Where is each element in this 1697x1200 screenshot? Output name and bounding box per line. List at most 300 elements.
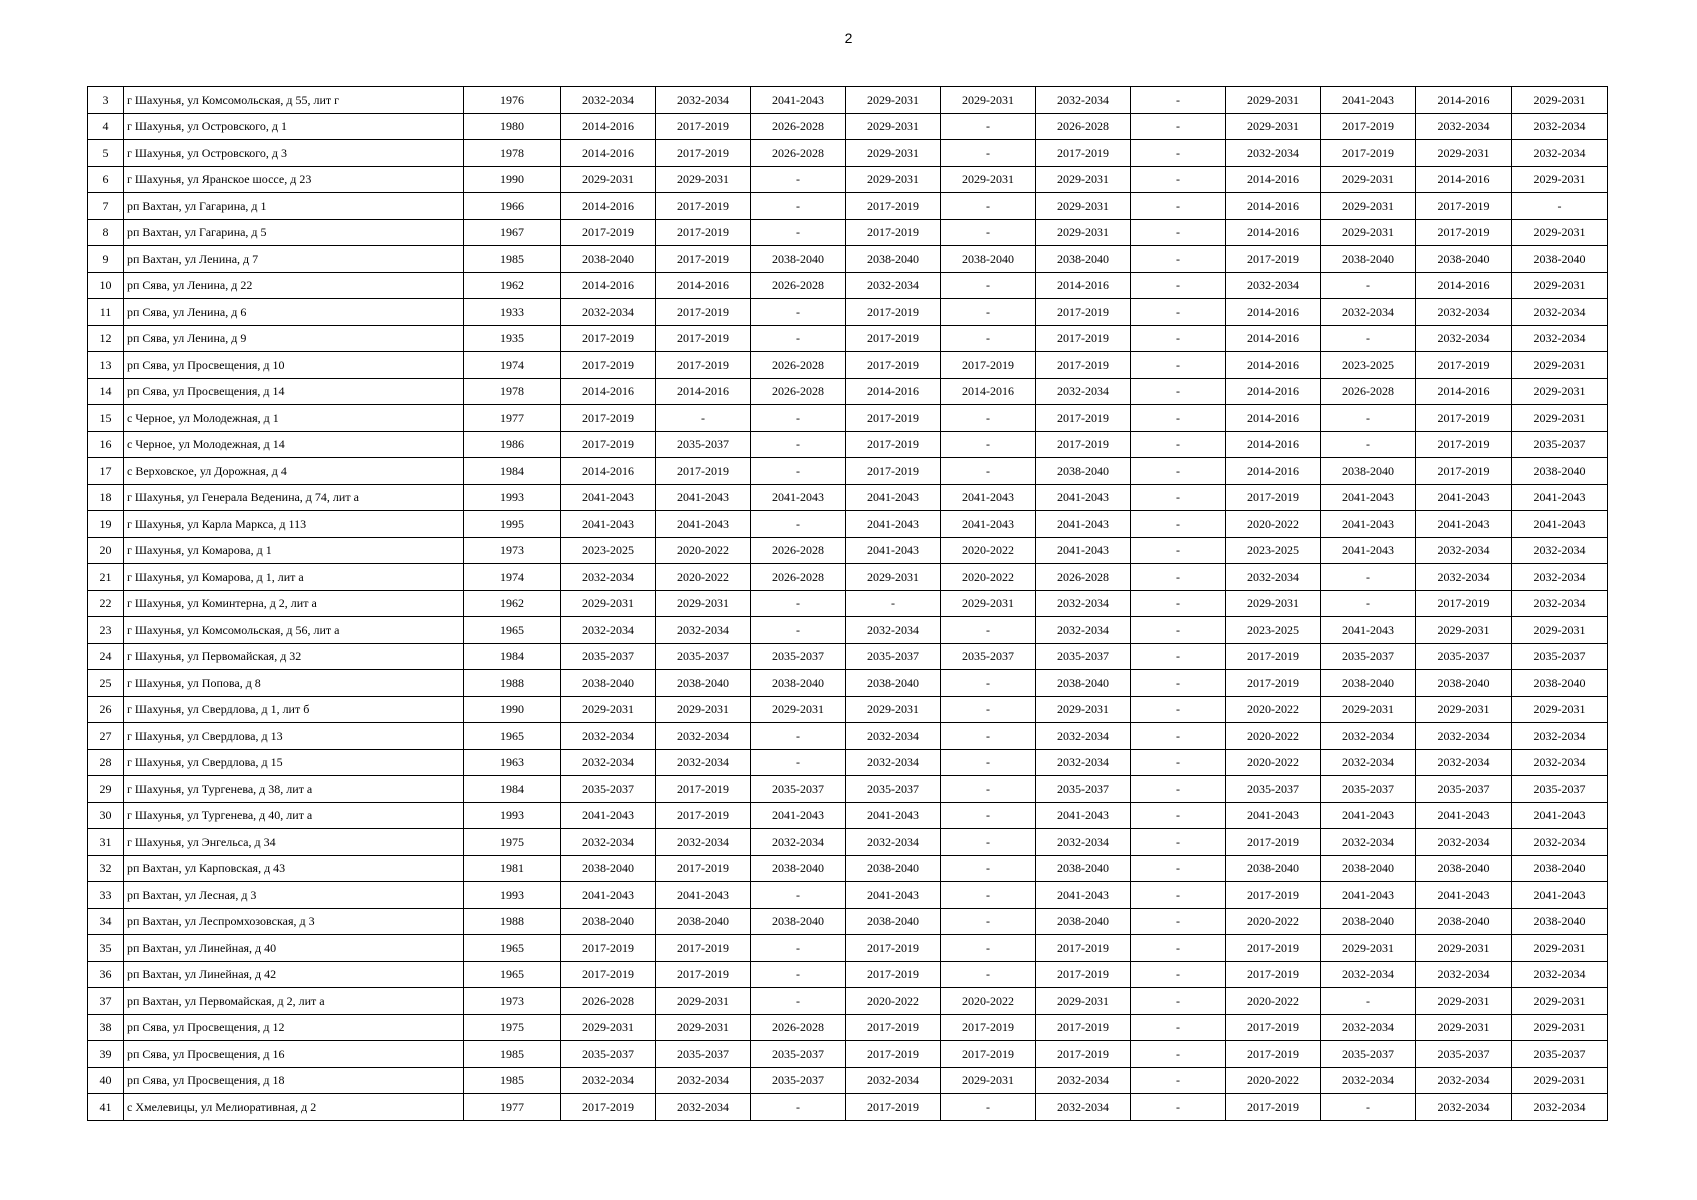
address-cell: г Шахунья, ул Генерала Веденина, д 74, лит а [124, 484, 464, 511]
repair-period-cell: 2017-2019 [1226, 246, 1321, 273]
address-cell: рп Вахтан, ул Гагарина, д 5 [124, 219, 464, 246]
address-cell: рп Сява, ул Просвещения, д 12 [124, 1014, 464, 1041]
row-number-cell: 15 [88, 405, 124, 432]
repair-period-cell: 2035-2037 [1416, 1041, 1512, 1068]
repair-period-cell: 2029-2031 [751, 696, 846, 723]
repair-period-cell: - [941, 855, 1036, 882]
repair-period-cell: 2032-2034 [1512, 299, 1608, 326]
repair-period-cell: 2017-2019 [1036, 431, 1131, 458]
year-built-cell: 1985 [464, 1041, 561, 1068]
table-row [88, 564, 1608, 591]
table-row [88, 378, 1608, 405]
repair-period-cell: 2017-2019 [1226, 670, 1321, 697]
repair-period-cell: 2017-2019 [1036, 140, 1131, 167]
repair-period-cell: 2017-2019 [846, 405, 941, 432]
address-cell: рп Вахтан, ул Карповская, д 43 [124, 855, 464, 882]
repair-period-cell: 2020-2022 [1226, 749, 1321, 776]
repair-period-cell: 2032-2034 [656, 617, 751, 644]
repair-period-cell: 2020-2022 [656, 537, 751, 564]
repair-period-cell: - [1131, 988, 1226, 1015]
repair-period-cell: 2014-2016 [1226, 299, 1321, 326]
table-row [88, 405, 1608, 432]
row-number-cell: 37 [88, 988, 124, 1015]
repair-period-cell: 2038-2040 [1416, 855, 1512, 882]
repair-period-cell: 2017-2019 [656, 935, 751, 962]
repair-period-cell: 2035-2037 [751, 643, 846, 670]
repair-period-cell: 2029-2031 [1512, 405, 1608, 432]
year-built-cell: 1981 [464, 855, 561, 882]
repair-period-cell: 2017-2019 [1036, 961, 1131, 988]
repair-period-cell: 2026-2028 [751, 140, 846, 167]
repair-period-cell: 2029-2031 [1512, 87, 1608, 114]
table-row [88, 484, 1608, 511]
address-cell: с Хмелевицы, ул Мелиоративная, д 2 [124, 1094, 464, 1121]
repair-period-cell: - [941, 405, 1036, 432]
repair-period-cell: - [751, 219, 846, 246]
repair-period-cell: - [1131, 882, 1226, 909]
repair-period-cell: - [1131, 1094, 1226, 1121]
repair-period-cell: - [846, 590, 941, 617]
repair-period-cell: 2041-2043 [846, 882, 941, 909]
repair-period-cell: 2029-2031 [1512, 219, 1608, 246]
repair-period-cell: 2032-2034 [1036, 87, 1131, 114]
repair-period-cell: 2017-2019 [561, 325, 656, 352]
repair-period-cell: - [1131, 1014, 1226, 1041]
repair-period-cell: 2029-2031 [1512, 988, 1608, 1015]
repair-period-cell: 2038-2040 [846, 670, 941, 697]
repair-period-cell: 2032-2034 [1416, 1094, 1512, 1121]
repair-period-cell: 2032-2034 [561, 299, 656, 326]
repair-period-cell: 2017-2019 [1416, 405, 1512, 432]
repair-period-cell: 2032-2034 [561, 749, 656, 776]
repair-period-cell: 2017-2019 [1226, 1094, 1321, 1121]
repair-period-cell: 2041-2043 [1321, 484, 1416, 511]
repair-period-cell: 2014-2016 [1226, 378, 1321, 405]
repair-period-cell: 2017-2019 [846, 1014, 941, 1041]
row-number-cell: 35 [88, 935, 124, 962]
repair-period-cell: 2038-2040 [1321, 246, 1416, 273]
repair-period-cell: 2032-2034 [1416, 113, 1512, 140]
address-cell: с Черное, ул Молодежная, д 1 [124, 405, 464, 432]
repair-period-cell: 2038-2040 [1512, 670, 1608, 697]
repair-period-cell: 2038-2040 [1036, 246, 1131, 273]
repair-period-cell: - [941, 299, 1036, 326]
repair-period-cell: 2017-2019 [941, 352, 1036, 379]
table-row [88, 617, 1608, 644]
repair-period-cell: - [751, 961, 846, 988]
repair-period-cell: 2032-2034 [1321, 1067, 1416, 1094]
address-cell: рп Сява, ул Ленина, д 6 [124, 299, 464, 326]
address-cell: г Шахунья, ул Попова, д 8 [124, 670, 464, 697]
repair-period-cell: 2014-2016 [1416, 378, 1512, 405]
repair-period-cell: 2035-2037 [656, 1041, 751, 1068]
repair-period-cell: - [941, 961, 1036, 988]
repair-period-cell: 2041-2043 [1036, 537, 1131, 564]
address-cell: г Шахунья, ул Островского, д 1 [124, 113, 464, 140]
repair-period-cell: 2029-2031 [941, 87, 1036, 114]
repair-period-cell: 2038-2040 [561, 670, 656, 697]
repair-period-cell: - [941, 670, 1036, 697]
repair-period-cell: 2032-2034 [561, 87, 656, 114]
repair-period-cell: 2041-2043 [1321, 537, 1416, 564]
repair-period-cell: 2038-2040 [1512, 458, 1608, 485]
repair-period-cell: 2014-2016 [656, 272, 751, 299]
table-row [88, 882, 1608, 909]
repair-period-cell: 2035-2037 [561, 1041, 656, 1068]
repair-period-cell: 2041-2043 [1416, 882, 1512, 909]
repair-period-cell: 2032-2034 [1416, 299, 1512, 326]
year-built-cell: 1984 [464, 458, 561, 485]
table-row [88, 352, 1608, 379]
repair-period-cell: 2014-2016 [561, 140, 656, 167]
repair-period-cell: 2032-2034 [656, 87, 751, 114]
repair-period-cell: 2017-2019 [1226, 1014, 1321, 1041]
repair-period-cell: 2017-2019 [656, 219, 751, 246]
repair-period-cell: - [751, 1094, 846, 1121]
row-number-cell: 17 [88, 458, 124, 485]
repair-period-cell: 2017-2019 [1226, 882, 1321, 909]
repair-period-cell: 2041-2043 [751, 484, 846, 511]
repair-period-cell: 2032-2034 [656, 1094, 751, 1121]
repair-period-cell: - [751, 299, 846, 326]
table-row [88, 749, 1608, 776]
repair-period-cell: 2032-2034 [1512, 325, 1608, 352]
repair-period-cell: - [751, 723, 846, 750]
repair-period-cell: 2041-2043 [656, 511, 751, 538]
repair-period-cell: 2032-2034 [656, 1067, 751, 1094]
repair-period-cell: 2029-2031 [846, 166, 941, 193]
table-row [88, 802, 1608, 829]
repair-period-cell: 2017-2019 [656, 776, 751, 803]
repair-period-cell: - [1321, 988, 1416, 1015]
repair-period-cell: 2032-2034 [1036, 1094, 1131, 1121]
repair-period-cell: 2029-2031 [656, 988, 751, 1015]
repair-period-cell: 2029-2031 [1036, 193, 1131, 220]
repair-period-cell: 2029-2031 [561, 1014, 656, 1041]
repair-period-cell: 2041-2043 [1321, 882, 1416, 909]
repair-period-cell: 2014-2016 [1226, 166, 1321, 193]
repair-period-cell: 2041-2043 [751, 802, 846, 829]
repair-period-cell: 2029-2031 [1416, 988, 1512, 1015]
repair-period-cell: 2032-2034 [1416, 723, 1512, 750]
repair-period-cell: 2041-2043 [1036, 882, 1131, 909]
repair-period-cell: 2029-2031 [1321, 193, 1416, 220]
row-number-cell: 16 [88, 431, 124, 458]
repair-period-cell: 2032-2034 [846, 617, 941, 644]
repair-period-cell: 2017-2019 [1036, 1014, 1131, 1041]
table-row [88, 961, 1608, 988]
repair-period-cell: 2017-2019 [561, 961, 656, 988]
address-cell: г Шахунья, ул Карла Маркса, д 113 [124, 511, 464, 538]
repair-period-cell: - [751, 590, 846, 617]
repair-period-cell: 2017-2019 [1321, 113, 1416, 140]
repair-period-cell: 2035-2037 [846, 643, 941, 670]
repair-period-cell: - [941, 458, 1036, 485]
row-number-cell: 39 [88, 1041, 124, 1068]
repair-period-cell: 2041-2043 [846, 802, 941, 829]
repair-period-cell: 2041-2043 [751, 87, 846, 114]
repair-period-cell: 2032-2034 [1416, 829, 1512, 856]
address-cell: рп Вахтан, ул Леспромхозовская, д 3 [124, 908, 464, 935]
table-row [88, 1094, 1608, 1121]
repair-period-cell: 2029-2031 [1512, 617, 1608, 644]
row-number-cell: 4 [88, 113, 124, 140]
table-row [88, 670, 1608, 697]
repair-period-cell: 2038-2040 [1416, 908, 1512, 935]
repair-period-cell: - [1131, 749, 1226, 776]
repair-period-cell: - [941, 140, 1036, 167]
repair-period-cell: - [1321, 325, 1416, 352]
row-number-cell: 7 [88, 193, 124, 220]
repair-period-cell: - [1131, 564, 1226, 591]
repair-period-cell: 2014-2016 [1416, 87, 1512, 114]
table-body [88, 87, 1608, 1121]
repair-period-cell: 2017-2019 [561, 431, 656, 458]
repair-period-cell: 2026-2028 [1036, 113, 1131, 140]
repair-period-cell: 2029-2031 [656, 166, 751, 193]
repair-period-cell: 2017-2019 [1036, 299, 1131, 326]
table-row [88, 166, 1608, 193]
repair-period-cell: 2032-2034 [1416, 749, 1512, 776]
repair-period-cell: 2041-2043 [656, 484, 751, 511]
repair-period-cell: 2041-2043 [941, 511, 1036, 538]
repair-period-cell: 2014-2016 [561, 378, 656, 405]
year-built-cell: 1962 [464, 590, 561, 617]
repair-period-cell: 2035-2037 [1416, 643, 1512, 670]
repair-period-cell: 2014-2016 [561, 458, 656, 485]
repair-period-cell: 2017-2019 [941, 1014, 1036, 1041]
repair-period-cell: - [751, 193, 846, 220]
repair-period-cell: 2029-2031 [1512, 378, 1608, 405]
repair-period-cell: 2032-2034 [1321, 299, 1416, 326]
row-number-cell: 5 [88, 140, 124, 167]
repair-period-cell: 2029-2031 [561, 696, 656, 723]
address-cell: г Шахунья, ул Яранское шоссе, д 23 [124, 166, 464, 193]
repair-period-cell: 2041-2043 [561, 802, 656, 829]
repair-period-cell: - [941, 113, 1036, 140]
repair-period-cell: 2041-2043 [1321, 617, 1416, 644]
repair-period-cell: 2020-2022 [846, 988, 941, 1015]
repair-period-cell: 2032-2034 [561, 564, 656, 591]
address-cell: рп Вахтан, ул Лесная, д 3 [124, 882, 464, 909]
repair-period-cell: 2029-2031 [846, 87, 941, 114]
row-number-cell: 41 [88, 1094, 124, 1121]
table-row [88, 723, 1608, 750]
repair-period-cell: 2029-2031 [941, 590, 1036, 617]
repair-period-cell: - [941, 617, 1036, 644]
repair-period-cell: 2014-2016 [1226, 325, 1321, 352]
repair-period-cell: 2032-2034 [1036, 590, 1131, 617]
repair-period-cell: 2020-2022 [1226, 988, 1321, 1015]
year-built-cell: 1993 [464, 882, 561, 909]
address-cell: г Шахунья, ул Первомайская, д 32 [124, 643, 464, 670]
address-cell: г Шахунья, ул Тургенева, д 40, лит а [124, 802, 464, 829]
year-built-cell: 1988 [464, 670, 561, 697]
repair-period-cell: 2035-2037 [1512, 776, 1608, 803]
repair-period-cell: 2035-2037 [751, 1067, 846, 1094]
repair-period-cell: 2041-2043 [561, 511, 656, 538]
page-number: 2 [844, 30, 853, 46]
address-cell: г Шахунья, ул Комарова, д 1, лит а [124, 564, 464, 591]
repair-period-cell: 2029-2031 [1512, 166, 1608, 193]
repair-period-cell: 2023-2025 [561, 537, 656, 564]
repair-period-cell: 2032-2034 [1512, 829, 1608, 856]
year-built-cell: 1990 [464, 166, 561, 193]
row-number-cell: 30 [88, 802, 124, 829]
repair-period-cell: - [1131, 246, 1226, 273]
repair-period-cell: 2029-2031 [1416, 935, 1512, 962]
row-number-cell: 9 [88, 246, 124, 273]
row-number-cell: 14 [88, 378, 124, 405]
repair-period-cell: 2029-2031 [941, 1067, 1036, 1094]
repair-period-cell: 2032-2034 [561, 1067, 656, 1094]
year-built-cell: 1986 [464, 431, 561, 458]
year-built-cell: 1993 [464, 484, 561, 511]
repair-period-cell: - [751, 325, 846, 352]
row-number-cell: 40 [88, 1067, 124, 1094]
repair-period-cell: 2038-2040 [846, 855, 941, 882]
address-cell: г Шахунья, ул Комсомольская, д 55, лит г [124, 87, 464, 114]
repair-period-cell: 2041-2043 [1416, 511, 1512, 538]
repair-period-cell: 2038-2040 [1321, 908, 1416, 935]
repair-period-cell: 2041-2043 [1321, 511, 1416, 538]
repair-period-cell: - [1131, 590, 1226, 617]
repair-period-cell: - [1131, 511, 1226, 538]
repair-period-cell: 2038-2040 [846, 246, 941, 273]
repair-period-cell: - [1131, 802, 1226, 829]
repair-period-cell: 2029-2031 [1036, 696, 1131, 723]
repair-period-cell: 2038-2040 [1321, 855, 1416, 882]
repair-period-cell: 2017-2019 [846, 1041, 941, 1068]
address-cell: г Шахунья, ул Тургенева, д 38, лит а [124, 776, 464, 803]
table-row [88, 643, 1608, 670]
year-built-cell: 1962 [464, 272, 561, 299]
repair-period-cell: - [941, 908, 1036, 935]
table-row [88, 1041, 1608, 1068]
year-built-cell: 1973 [464, 988, 561, 1015]
address-cell: рп Вахтан, ул Линейная, д 42 [124, 961, 464, 988]
repair-period-cell: 2032-2034 [846, 272, 941, 299]
repair-period-cell: 2023-2025 [1226, 617, 1321, 644]
year-built-cell: 1995 [464, 511, 561, 538]
year-built-cell: 1974 [464, 564, 561, 591]
repair-period-cell: 2041-2043 [1321, 87, 1416, 114]
table-row [88, 1014, 1608, 1041]
repair-period-cell: 2035-2037 [1512, 431, 1608, 458]
repair-period-cell: 2017-2019 [1226, 1041, 1321, 1068]
repair-period-cell: - [1131, 405, 1226, 432]
repair-period-cell: 2026-2028 [751, 537, 846, 564]
repair-period-cell: 2032-2034 [561, 829, 656, 856]
repair-period-cell: - [941, 723, 1036, 750]
repair-period-cell: - [941, 749, 1036, 776]
repair-period-cell: - [1131, 643, 1226, 670]
repair-period-cell: 2032-2034 [1512, 961, 1608, 988]
repair-period-cell: 2017-2019 [1321, 140, 1416, 167]
row-number-cell: 19 [88, 511, 124, 538]
year-built-cell: 1974 [464, 352, 561, 379]
repair-period-cell: - [1131, 961, 1226, 988]
repair-period-cell: - [941, 1094, 1036, 1121]
repair-period-cell: - [1131, 166, 1226, 193]
repair-period-cell: - [1321, 272, 1416, 299]
repair-period-cell: 2029-2031 [656, 696, 751, 723]
repair-period-cell: 2032-2034 [751, 829, 846, 856]
repair-period-cell: 2023-2025 [1321, 352, 1416, 379]
table-row [88, 272, 1608, 299]
repair-period-cell: 2029-2031 [561, 166, 656, 193]
repair-period-cell: - [1131, 617, 1226, 644]
repair-period-cell: 2026-2028 [1036, 564, 1131, 591]
repair-period-cell: 2032-2034 [1416, 961, 1512, 988]
repair-period-cell: - [751, 166, 846, 193]
row-number-cell: 34 [88, 908, 124, 935]
address-cell: г Шахунья, ул Комсомольская, д 56, лит а [124, 617, 464, 644]
repair-period-cell: 2041-2043 [846, 484, 941, 511]
repair-period-cell: 2017-2019 [656, 855, 751, 882]
year-built-cell: 1985 [464, 1067, 561, 1094]
repair-period-cell: 2017-2019 [656, 113, 751, 140]
table-row [88, 325, 1608, 352]
repair-period-cell: 2032-2034 [561, 617, 656, 644]
repair-period-cell: 2014-2016 [941, 378, 1036, 405]
repair-period-cell: 2041-2043 [561, 882, 656, 909]
repair-period-cell: - [1131, 325, 1226, 352]
repair-period-cell: 2032-2034 [1512, 564, 1608, 591]
repair-period-cell: 2017-2019 [846, 352, 941, 379]
repair-period-cell: 2020-2022 [1226, 723, 1321, 750]
repair-period-cell: 2032-2034 [1226, 140, 1321, 167]
table-row [88, 511, 1608, 538]
repair-period-cell: 2035-2037 [1321, 776, 1416, 803]
address-cell: г Шахунья, ул Комарова, д 1 [124, 537, 464, 564]
repair-period-cell: 2032-2034 [1512, 723, 1608, 750]
repair-period-cell: 2017-2019 [656, 458, 751, 485]
repair-period-cell: 2017-2019 [1416, 458, 1512, 485]
repair-period-cell: 2038-2040 [751, 246, 846, 273]
row-number-cell: 38 [88, 1014, 124, 1041]
repair-period-cell: - [656, 405, 751, 432]
repair-period-cell: 2035-2037 [656, 643, 751, 670]
repair-period-cell: - [941, 193, 1036, 220]
repair-period-cell: 2032-2034 [846, 749, 941, 776]
repair-period-cell: 2032-2034 [1036, 829, 1131, 856]
repair-period-cell: - [1131, 855, 1226, 882]
repair-period-cell: 2032-2034 [1036, 1067, 1131, 1094]
repair-period-cell: - [941, 882, 1036, 909]
repair-period-cell: - [1131, 193, 1226, 220]
row-number-cell: 12 [88, 325, 124, 352]
row-number-cell: 27 [88, 723, 124, 750]
repair-period-cell: 2035-2037 [1321, 643, 1416, 670]
repair-period-cell: 2029-2031 [1036, 219, 1131, 246]
row-number-cell: 13 [88, 352, 124, 379]
repair-period-cell: 2038-2040 [1416, 246, 1512, 273]
repair-period-cell: 2029-2031 [1416, 696, 1512, 723]
repair-period-cell: - [941, 776, 1036, 803]
repair-period-cell: 2026-2028 [751, 352, 846, 379]
repair-period-cell: 2041-2043 [846, 537, 941, 564]
year-built-cell: 1977 [464, 405, 561, 432]
repair-period-cell: - [751, 511, 846, 538]
row-number-cell: 31 [88, 829, 124, 856]
repair-period-cell: - [941, 219, 1036, 246]
table-row [88, 458, 1608, 485]
repair-period-cell: - [1131, 670, 1226, 697]
repair-period-cell: 2017-2019 [1226, 643, 1321, 670]
repair-period-cell: - [1321, 1094, 1416, 1121]
repair-period-cell: - [1131, 537, 1226, 564]
